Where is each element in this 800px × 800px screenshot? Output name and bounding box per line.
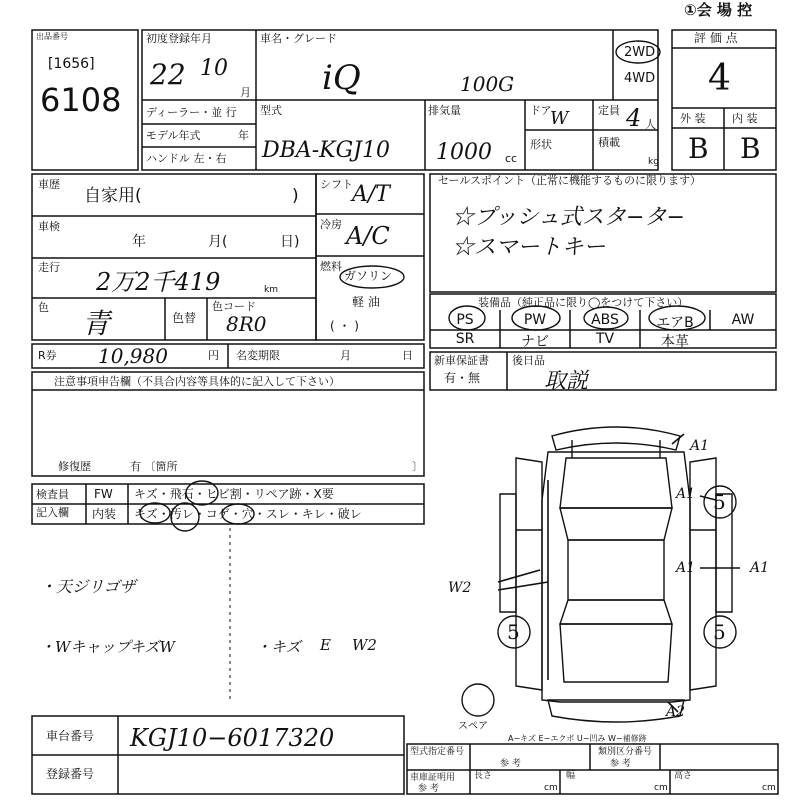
ac-label: 冷房 — [320, 218, 342, 231]
width-label: 幅 — [566, 771, 576, 781]
first-reg-year: 22 — [150, 58, 186, 91]
handle-label: ハンドル 左・右 — [146, 152, 227, 165]
exterior-label: 外 装 — [680, 112, 706, 125]
name-grade-label: 車名・グレード — [260, 32, 337, 45]
inspection-label: 車検 — [38, 220, 60, 233]
length-cm: cm — [544, 783, 558, 793]
inspector-label-2: 記入欄 — [36, 506, 69, 519]
mileage-value: 2万2千419 — [96, 268, 221, 296]
fw-label: FW — [94, 487, 113, 501]
equip-tv: TV — [595, 331, 615, 347]
fuel-paren: ( ・ ) — [330, 319, 359, 333]
doors-label: ドア — [530, 104, 552, 117]
lot-label: 出品番号 — [36, 32, 68, 41]
cc-unit: cc — [505, 152, 518, 165]
inspection-month: 月( — [208, 234, 228, 250]
mileage-label: 走行 — [38, 261, 60, 274]
remark-3a: ・キズ — [256, 638, 301, 656]
equip-aw: AW — [731, 312, 755, 328]
history-label: 車歴 — [38, 178, 60, 191]
manual-label: 後日品 — [512, 354, 545, 367]
model-year-label: モデル年式 — [146, 129, 201, 142]
model-label: 型式 — [260, 104, 282, 117]
equip-pw: PW — [523, 312, 547, 328]
height-label: 高さ — [674, 771, 693, 781]
garage-reference: 参 考 — [418, 784, 439, 794]
warranty-value: 有・無 — [444, 371, 481, 385]
fuel-gas: ガソリン — [344, 269, 393, 283]
displacement: 1000 — [436, 140, 492, 165]
mark-a1-far-right: A1 — [750, 560, 770, 576]
kg-unit: kg — [648, 157, 659, 167]
color-code-label: 色コード — [212, 300, 256, 313]
name-change-day: 日 — [402, 349, 413, 362]
vehicle-grade: 100G — [460, 72, 515, 96]
load-label: 積載 — [598, 136, 620, 149]
sales-line-2: ☆スマートキー — [452, 235, 606, 260]
remark-2: ・WキャップキズW — [40, 638, 175, 656]
remark-1: ・天ジリゴザ — [40, 577, 136, 596]
mark-w2: W2 — [448, 580, 472, 596]
capacity-value: 4 — [626, 104, 642, 132]
garage-cert-label: 車庫証明用 — [410, 773, 456, 783]
exterior-score: B — [688, 132, 709, 165]
recycle-value: 10,980 — [98, 344, 168, 368]
chassis-value: KGJ10−6017320 — [130, 724, 335, 752]
mark-a1-top: A1 — [690, 438, 710, 454]
interior-score: B — [740, 132, 761, 165]
reg-number-label: 登録番号 — [46, 767, 95, 781]
recycle-label: R券 — [38, 349, 57, 362]
vehicle-name: iQ — [322, 58, 361, 98]
remark-3b: E — [320, 636, 331, 654]
displacement-label: 排気量 — [428, 104, 461, 117]
sales-line-1: ☆プッシュ式スタ−タ− — [452, 205, 685, 230]
sales-label: セールスポイント（正常に機能するものに限ります） — [438, 174, 702, 187]
recycle-yen: 円 — [208, 349, 219, 362]
km-unit: km — [264, 285, 278, 295]
tire-rear-right: 5 — [713, 620, 726, 644]
month-unit: 月 — [240, 86, 251, 99]
remark-3c: W2 — [352, 636, 377, 654]
venue-label: ①会 場 控 — [684, 1, 753, 19]
height-cm: cm — [762, 783, 776, 793]
score-label: 評 価 点 — [694, 31, 738, 45]
interior-check-text: キズ・汚レ・コゲ・穴・スレ・キレ・破レ — [134, 507, 362, 521]
class-label: 類別区分番号 — [598, 747, 653, 757]
diagram-legend: A−キズ E−エクボ U−凹み W−補修跡 — [508, 734, 647, 743]
color-code: 8R0 — [226, 312, 267, 336]
shift-value: A/T — [352, 182, 390, 207]
history-value: 自家用( — [84, 186, 142, 206]
tire-rear-left: 5 — [507, 620, 520, 644]
capacity-label: 定員 — [598, 104, 620, 117]
equip-leather: 本革 — [661, 334, 689, 350]
shift-label: シフト — [320, 178, 353, 191]
interior-check-label: 内装 — [92, 507, 117, 521]
small-number: [1656] — [48, 56, 95, 72]
ac-value: A/C — [346, 222, 390, 250]
repair-close: 〕 — [412, 460, 423, 473]
chassis-label: 車台番号 — [46, 729, 95, 743]
doors-value: W — [550, 108, 569, 129]
equip-sr: SR — [455, 331, 475, 347]
equip-abs: ABS — [591, 312, 619, 328]
model-year-unit: 年 — [238, 129, 249, 142]
width-cm: cm — [654, 783, 668, 793]
class-reference: 参 考 — [610, 759, 631, 769]
spare-label: スペア — [458, 721, 488, 732]
drive-4wd: 4WD — [624, 71, 656, 86]
repair-label: 修復歴 — [58, 460, 91, 473]
fuel-light-oil: 軽 油 — [352, 295, 380, 309]
manual-value: 取説 — [544, 369, 589, 394]
length-label: 長さ — [474, 771, 493, 781]
inspector-label: 検査員 — [36, 488, 69, 501]
first-reg-month: 10 — [200, 56, 228, 81]
interior-label: 内 装 — [732, 112, 758, 125]
inspection-day: 日) — [280, 234, 300, 250]
score-value: 4 — [708, 58, 731, 99]
mark-a1-right-upper: A1 — [676, 486, 696, 502]
type-designation-label: 型式指定番号 — [410, 747, 465, 757]
type-reference: 参 考 — [500, 759, 521, 769]
equipment-label: 装備品（純正品に限り◯をつけて下さい） — [478, 296, 689, 309]
mark-a1-mid: A1 — [676, 560, 696, 576]
first-reg-label: 初度登録年月 — [146, 32, 212, 45]
name-change-label: 名変期限 — [236, 349, 280, 362]
fw-text: キズ・飛石・ヒビ割・リペア跡・X要 — [134, 487, 334, 501]
warranty-label: 新車保証書 — [434, 354, 489, 367]
equip-ps: PS — [456, 312, 474, 328]
equip-airbag: エアB — [656, 315, 694, 331]
color-label: 色 — [38, 301, 49, 314]
history-close: ) — [292, 186, 299, 206]
repair-value: 有 〔箇所 — [130, 460, 178, 473]
name-change-month: 月 — [340, 349, 351, 362]
notes-label: 注意事項申告欄（不具合内容等具体的に記入して下さい） — [54, 375, 340, 388]
inspection-year: 年 — [132, 234, 146, 250]
tire-front-right: 5 — [713, 490, 726, 514]
mark-a2: A2 — [666, 704, 686, 720]
dealer-label: ディーラー・並 行 — [146, 106, 237, 119]
equip-navi: ナビ — [521, 334, 549, 350]
model-code: DBA-KGJ10 — [262, 138, 390, 163]
repaint-label: 色替 — [172, 311, 197, 325]
lot-number: 6108 — [40, 81, 122, 119]
shape-label: 形状 — [530, 138, 552, 151]
fuel-label: 燃料 — [320, 260, 342, 273]
capacity-unit: 人 — [645, 118, 656, 131]
color-value: 青 — [82, 307, 111, 340]
drive-2wd: 2WD — [624, 45, 656, 60]
